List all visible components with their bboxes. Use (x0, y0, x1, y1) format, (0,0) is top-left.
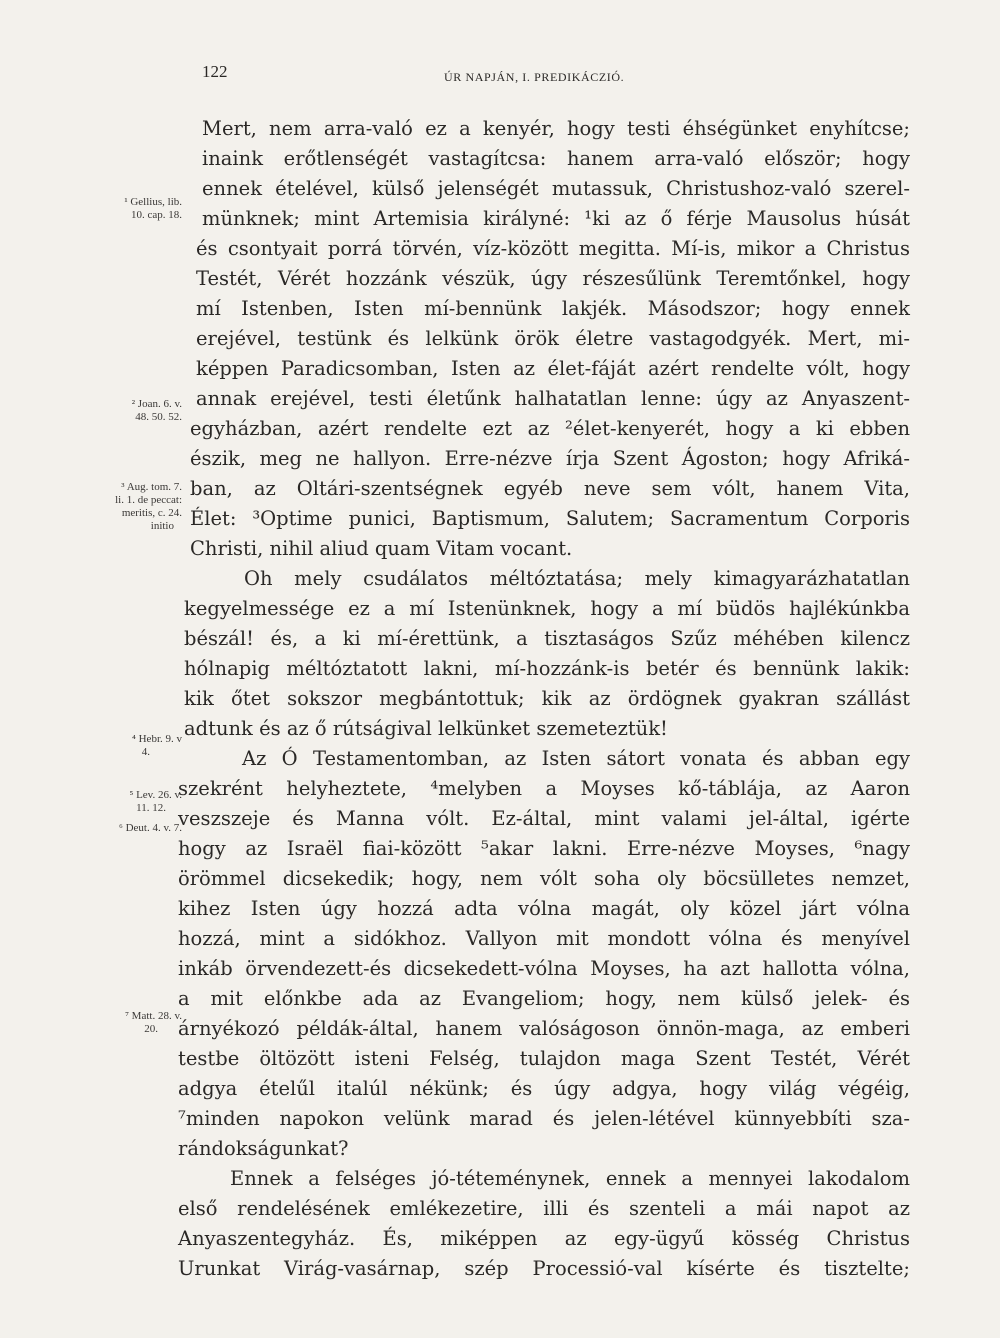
text-line: hólnapig méltóztatott lakni, mí-hozzánk-is betér és bennünk lakik: (184, 657, 910, 680)
margin-note-line: 10. cap. 18. (130, 209, 182, 221)
margin-note-line: meritis, c. 24. (121, 507, 182, 519)
text-line: Anyaszentegyház. És, miképpen az egy-ügyű kösség Christus (178, 1227, 910, 1250)
margin-note (72, 398, 182, 424)
text-line: hozzá, mint a sidókhoz. Vallyon mit mondott vólna és menyível (178, 927, 910, 950)
page-header (0, 62, 1000, 84)
margin-note-line: ⁶ Deut. 4. v. 7. (118, 822, 182, 834)
text-line: Ennek a felséges jó-téteménynek, ennek a mennyei lakodalom (230, 1167, 910, 1190)
text-line: Urunkat Virág-vasárnap, szép Processió-val kísérte és tisztelte; (178, 1257, 910, 1280)
text-line: észik, meg ne hallyon. Erre-nézve írja Szent Ágoston; hogy Afriká- (190, 447, 910, 470)
margin-note (72, 1010, 182, 1036)
text-line: testbe öltözött isteni Felség, tulajdon maga Szent Testét, Vérét (178, 1047, 910, 1070)
text-line: egyházban, azért rendelte ezt az ²élet-kenyerét, hogy a ki ebben (190, 417, 910, 440)
margin-note-line: ⁷ Matt. 28. v. (125, 1010, 182, 1022)
margin-note-line: 48. 50. 52. (135, 411, 182, 423)
running-head: ÚR NAPJÁN, I. PREDIKÁCZIÓ. (444, 70, 625, 84)
text-line: bészál! és, a ki mí-érettünk, a tisztaságos Szűz méhében kilencz (184, 627, 910, 650)
text-line: örömmel dicsekedik; hogy, nem vólt soha oly böcsülletes nemzet, (178, 867, 910, 890)
text-line: veszszeje és Manna vólt. Ez-által, mint valami jel-által, igérte (178, 807, 910, 830)
margin-note-line: 4. (141, 746, 150, 758)
text-line: rándokságunkat? (178, 1137, 349, 1160)
text-line: ennek ételével, külső jelenségét mutassuk, Christushoz-való szerel- (202, 177, 910, 200)
margin-note (72, 733, 182, 759)
margin-note-line: ² Joan. 6. v. (131, 398, 182, 410)
margin-note-line: li. 1. de peccat: (115, 494, 182, 506)
text-line: adtunk és az ő rútságival lelkünket szemeteztük! (184, 717, 668, 740)
text-line: münknek; mint Artemisia királyné: ¹ki az ő férje Mausolus húsát (202, 207, 910, 230)
text-line: képpen Paradicsomban, Isten az élet-fáját azért rendelte vólt, hogy (196, 357, 910, 380)
text-line: erejével, testünk és lelkünk örök életre vastagodgyék. Mert, mi- (196, 327, 910, 350)
text-line: első rendelésének emlékezetire, illi és szenteli a mái napot az (178, 1197, 910, 1220)
text-line: szekrént helyheztete, ⁴melyben a Moyses kő-táblája, az Aaron (178, 777, 910, 800)
text-line: kegyelmessége ez a mí Istenünknek, hogy a mí büdös hajlékúnkba (184, 597, 910, 620)
text-line: adgya ételűl italúl nékünk; és úgy adgya, hogy világ végéig, (178, 1077, 910, 1100)
text-line: mí Istenben, Isten mí-bennünk lakjék. Másodszor; hogy ennek (196, 297, 910, 320)
text-line: Christi, nihil aliud quam Vitam vocant. (190, 537, 573, 560)
text-line: inaink erőtlenségét vastagítcsa: hanem arra-való először; hogy (202, 147, 910, 170)
text-line: inkáb örvendezett-és dicsekedett-vólna Moyses, ha azt hallotta vólna, (178, 957, 910, 980)
text-line: és csontyait porrá törvén, víz-között megitta. Mí-is, mikor a Christus (196, 237, 910, 260)
text-line: Testét, Vérét hozzánk vészük, úgy részesűlünk Teremtőnkel, hogy (196, 267, 910, 290)
text-line: Az Ó Testamentomban, az Isten sátort vonata és abban egy (242, 747, 910, 770)
text-line: hogy az Israël fiai-között ⁵akar lakni. Erre-nézve Moyses, ⁶nagy (178, 837, 910, 860)
margin-note (72, 822, 182, 835)
margin-note (72, 481, 182, 533)
margin-note (72, 789, 182, 815)
text-line: kik őtet sokszor megbántottuk; kik az ördögnek gyakran szállást (184, 687, 910, 710)
margin-note-line: ⁵ Lev. 26. v. (129, 789, 182, 801)
margin-note (72, 196, 182, 222)
margin-note-line: ¹ Gellius, lib. (124, 196, 182, 208)
margin-note-line: ⁴ Hebr. 9. v (132, 733, 182, 745)
margin-note-line: ³ Aug. tom. 7. (121, 481, 182, 493)
text-line: Oh mely csudálatos méltóztatása; mely kimagyarázhatatlan (244, 567, 910, 590)
text-line: kihez Isten úgy hozzá adta vólna magát, oly közel járt vólna (178, 897, 910, 920)
text-line: árnyékozó példák-által, hanem valóságoson önnön-maga, az emberi (178, 1017, 910, 1040)
text-line: a mit előnkbe ada az Evangeliom; hogy, nem külső jelek- és (178, 987, 910, 1010)
margin-note-line: 11. 12. (136, 802, 166, 814)
text-line: Élet: ³Optime punici, Baptismum, Salutem; Sacramentum Corporis (190, 507, 910, 530)
margin-note-line: 20. (144, 1023, 158, 1035)
text-line: Mert, nem arra-való ez a kenyér, hogy testi éhségünket enyhítcse; (202, 117, 910, 140)
page-number: 122 (202, 62, 228, 81)
text-line: ⁷minden napokon velünk marad és jelen-létével künnyebbíti sza- (178, 1107, 910, 1130)
text-line: annak erejével, testi életűnk halhatatlan lenne: úgy az Anyaszent- (196, 387, 910, 410)
text-line: ban, az Oltári-szentségnek egyéb neve sem vólt, hanem Vita, (190, 477, 910, 500)
margin-note-line: initio (150, 520, 174, 532)
